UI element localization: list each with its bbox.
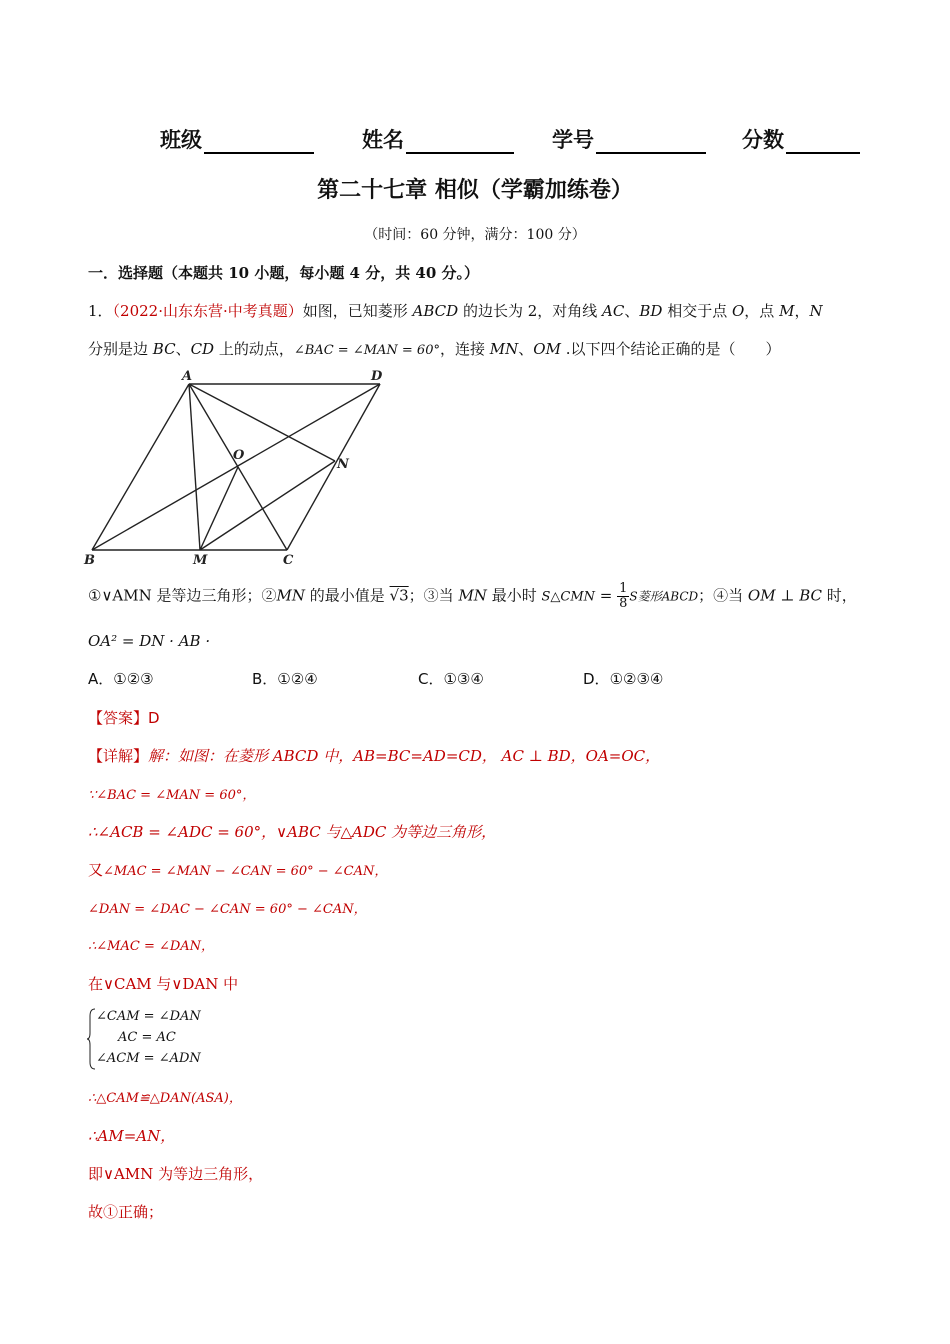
conclusion-text: ①∨AMN 是等边三角形；② (88, 586, 277, 605)
option-value: ①②③ (113, 670, 154, 688)
question-text: 的边长为 2，对角线 (458, 302, 603, 320)
system-eq-3: ∠ACM = ∠ADN (96, 1051, 201, 1066)
question-source: （2022·山东东营·中考真题） (112, 302, 303, 320)
solution-text: 解：如图：在菱形 ABCD 中，AB=BC=AD=CD， AC ⊥ BD，OA=OC， (148, 747, 661, 765)
math-bc: BC (152, 340, 176, 358)
math-mn: MN (489, 340, 519, 358)
equation-brace (86, 1008, 96, 1070)
score-blank[interactable] (786, 128, 860, 154)
edge-dc (287, 384, 380, 550)
class-field[interactable] (160, 124, 314, 154)
solution-line-6: 在∨CAM 与∨DAN 中 (88, 975, 239, 993)
option-d[interactable] (583, 668, 663, 689)
solution-line-9: 即∨AMN 为等边三角形， (88, 1165, 264, 1183)
conclusion-4-equation: OA² = DN · AB · (88, 632, 211, 650)
math-s-cmn: S△CMN (541, 589, 596, 605)
label-n: N (337, 457, 349, 472)
id-field[interactable] (552, 124, 706, 154)
question-line-2 (88, 338, 780, 359)
math-ac: AC (602, 302, 625, 320)
option-value: ①③④ (443, 670, 484, 688)
question-text: .以下四个结论正确的是（ ） (560, 340, 781, 358)
score-label: 分数 (742, 128, 784, 152)
option-label: C． (418, 670, 444, 688)
option-label: A． (88, 670, 114, 688)
conclusion-text: 时， (822, 586, 857, 605)
system-eq-2: AC = AC (118, 1030, 176, 1045)
label-o: O (233, 448, 245, 463)
solution-line-3 (88, 859, 387, 880)
solution-line-8: ∴AM=AN， (88, 1127, 176, 1145)
conclusions-line (88, 582, 857, 611)
option-label: B． (252, 670, 278, 688)
answer-value: D (148, 709, 160, 727)
fraction-denominator: 8 (619, 596, 628, 611)
option-c[interactable] (418, 668, 484, 689)
question-number: 1． (88, 302, 113, 320)
solution-tag: 【详解】 (88, 747, 149, 765)
question-text: ，连接 (439, 340, 490, 358)
answer-tag: 【答案】 (88, 709, 149, 727)
conclusion-text: ；③当 (408, 586, 459, 605)
math-eq: = (595, 586, 618, 605)
name-field[interactable] (362, 124, 514, 154)
student-info-row (160, 124, 870, 156)
math-fraction (617, 582, 629, 611)
solution-line-7: ∴△CAM≌△DAN(ASA)， (88, 1091, 242, 1106)
question-text: 相交于点 (662, 302, 732, 320)
question-text: ， (794, 302, 810, 320)
math-o: O (731, 302, 745, 320)
system-eq-1: ∠CAM = ∠DAN (96, 1009, 201, 1024)
answer-line (88, 707, 160, 728)
id-blank[interactable] (596, 128, 706, 154)
math-perp: OM ⊥ BC (747, 586, 822, 605)
conclusion-text: 的最小值是 (305, 586, 390, 605)
solution-line-1: ∵∠BAC = ∠MAN = 60°， (88, 788, 256, 803)
label-m: M (193, 553, 208, 568)
question-text: 上的动点， (214, 340, 294, 358)
name-blank[interactable] (406, 128, 514, 154)
solution-line-0 (88, 745, 660, 766)
question-line-1 (88, 300, 823, 321)
option-b[interactable] (252, 668, 318, 689)
solution-line-4: ∠DAN = ∠DAC − ∠CAN = 60° − ∠CAN， (88, 902, 367, 917)
math-sqrt3: √3 (389, 586, 409, 605)
solution-line-10: 故①正确； (88, 1203, 164, 1221)
math-n: N (809, 302, 823, 320)
solution-text: ∨ABC 与△ADC 为等边三角形， (276, 823, 497, 841)
math-mn: MN (276, 586, 305, 605)
option-a[interactable] (88, 668, 154, 689)
segment-am (189, 384, 200, 550)
id-label: 学号 (552, 128, 594, 152)
question-text: 、 (518, 340, 534, 358)
label-b: B (84, 553, 95, 568)
question-text: 、 (175, 340, 191, 358)
math-angle-eq: ∠BAC = ∠MAN = 60° (293, 343, 440, 358)
conclusion-text: ；④当 (698, 586, 748, 605)
fraction-numerator: 1 (619, 581, 628, 596)
rhombus-figure (80, 365, 400, 570)
question-text: 分别是边 (88, 340, 153, 358)
label-c: C (283, 553, 294, 568)
math-cd: CD (190, 340, 215, 358)
solution-math: ∴∠ACB = ∠ADC = 60°， (88, 823, 277, 841)
solution-line-2 (88, 821, 496, 842)
math-s-abcd: S菱形ABCD (629, 589, 699, 604)
label-a: A (182, 369, 193, 384)
solution-text: 又 (88, 861, 104, 879)
score-field[interactable] (742, 124, 860, 154)
label-d: D (371, 369, 383, 384)
page-title: 第二十七章 相似（学霸加练卷） (317, 178, 633, 203)
question-text: 如图，已知菱形 (302, 302, 413, 320)
math-om: OM (533, 340, 561, 358)
page-subtitle: （时间：60 分钟，满分：100 分） (364, 227, 586, 243)
edge-ba (92, 384, 189, 550)
math-abcd: ABCD (412, 302, 459, 320)
question-text: 、 (624, 302, 640, 320)
conclusion-text: 最小时 (486, 586, 542, 605)
math-m: M (779, 302, 795, 320)
class-label: 班级 (160, 128, 202, 152)
section-heading: 一．选择题（本题共 10 小题，每小题 4 分，共 40 分。） (88, 264, 480, 282)
option-value: ①②④ (277, 670, 318, 688)
option-label: D． (583, 670, 610, 688)
class-blank[interactable] (204, 128, 314, 154)
solution-line-5: ∴∠MAC = ∠DAN， (88, 939, 215, 954)
option-value: ①②③④ (609, 670, 664, 688)
question-text: ，点 (744, 302, 780, 320)
name-label: 姓名 (362, 128, 404, 152)
math-mn: MN (458, 586, 487, 605)
math-bd: BD (639, 302, 663, 320)
solution-math: ∠MAC = ∠MAN − ∠CAN = 60° − ∠CAN， (103, 864, 388, 879)
